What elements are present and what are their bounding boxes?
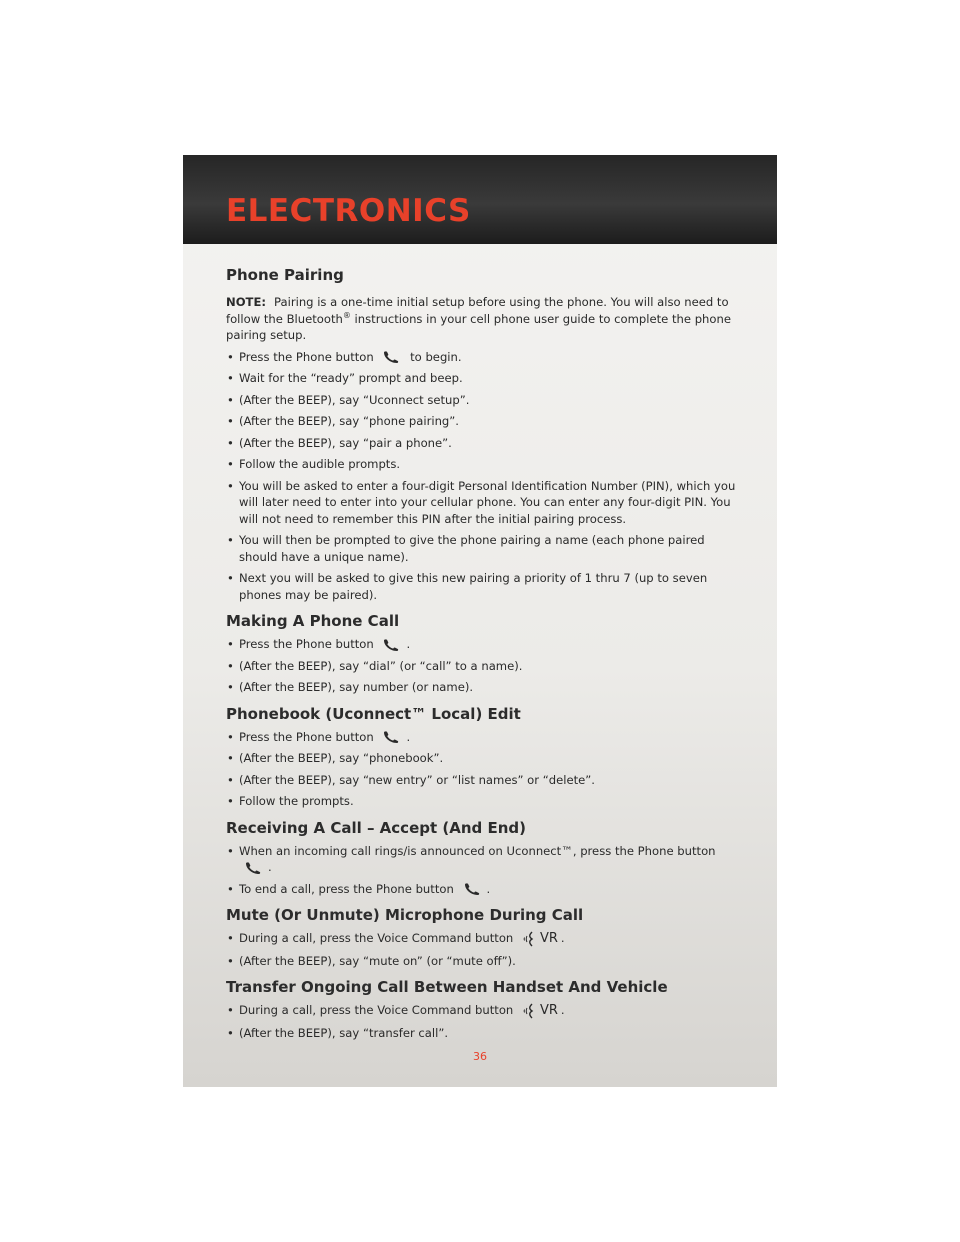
section-header bbox=[183, 155, 777, 244]
list-item: • When an incoming call rings/is announced on Uconnect™, press the Phone button . bbox=[226, 843, 736, 876]
list-item: • You will then be prompted to give the phone pairing a name (each phone paired should have a unique name). bbox=[226, 532, 736, 565]
page-number: 36 bbox=[473, 1050, 487, 1063]
list-item: • (After the BEEP), say “phonebook”. bbox=[226, 750, 736, 767]
receiving-steps bbox=[226, 843, 736, 898]
heading-receiving-call: Receiving A Call – Accept (And End) bbox=[226, 818, 526, 837]
heading-phone-pairing: Phone Pairing bbox=[226, 266, 344, 284]
pairing-steps bbox=[226, 349, 736, 604]
list-item: • Wait for the “ready” prompt and beep. bbox=[226, 370, 736, 387]
list-item: • To end a call, press the Phone button . bbox=[226, 881, 736, 898]
making-call-steps bbox=[226, 636, 736, 696]
voice-command-icon bbox=[523, 1002, 537, 1019]
registered-mark: ® bbox=[342, 310, 351, 320]
list-item: • Follow the prompts. bbox=[226, 793, 736, 810]
heading-transfer: Transfer Ongoing Call Between Handset And Vehicle bbox=[226, 978, 668, 996]
list-item: • (After the BEEP), say number (or name). bbox=[226, 679, 736, 696]
phone-icon bbox=[383, 351, 400, 363]
vr-label: VR bbox=[539, 931, 558, 946]
phone-icon bbox=[383, 639, 400, 651]
list-item: • (After the BEEP), say “transfer call”. bbox=[226, 1025, 736, 1042]
list-item: • During a call, press the Voice Command button VR . bbox=[226, 1002, 736, 1020]
list-item: • (After the BEEP), say “Uconnect setup”. bbox=[226, 392, 736, 409]
list-item: • Press the Phone button . bbox=[226, 636, 736, 653]
list-item: • You will be asked to enter a four-digit Personal Identification Number (PIN), which you will later need to enter into your cellular phone. You can enter any four-digit PIN. You will not need to remember this PIN after the initial pairing process. bbox=[226, 478, 736, 528]
list-item: • (After the BEEP), say “new entry” or “list names” or “delete”. bbox=[226, 772, 736, 789]
heading-making-call: Making A Phone Call bbox=[226, 612, 400, 630]
note-paragraph bbox=[226, 294, 736, 344]
list-item: • Press the Phone button . bbox=[226, 729, 736, 746]
manual-page bbox=[183, 155, 777, 1087]
list-item: • Press the Phone button to begin. bbox=[226, 349, 736, 366]
note-text-2: instructions in your cell phone user guide to complete the phone pairing setup. bbox=[226, 311, 731, 342]
heading-phonebook: Phonebook (Uconnect™ Local) Edit bbox=[226, 704, 521, 723]
phone-icon bbox=[464, 883, 481, 895]
heading-mute: Mute (Or Unmute) Microphone During Call bbox=[226, 906, 584, 924]
voice-command-icon bbox=[523, 930, 537, 947]
phone-icon bbox=[245, 862, 262, 874]
list-item: • (After the BEEP), say “phone pairing”. bbox=[226, 413, 736, 430]
transfer-steps bbox=[226, 1002, 736, 1041]
list-item: • Next you will be asked to give this new pairing a priority of 1 thru 7 (up to seven phones may be paired). bbox=[226, 570, 736, 603]
phonebook-steps bbox=[226, 729, 736, 810]
note-label: NOTE: bbox=[226, 295, 267, 309]
list-item: • During a call, press the Voice Command button VR . bbox=[226, 930, 736, 948]
phone-icon bbox=[383, 731, 400, 743]
list-item: • (After the BEEP), say “dial” (or “call” to a name). bbox=[226, 658, 736, 675]
page-content bbox=[226, 265, 736, 1046]
mute-steps bbox=[226, 930, 736, 969]
note-text-1: Pairing is a one-time initial setup before using the phone. You will also need to follow the Bluetooth bbox=[226, 295, 729, 326]
list-item: • (After the BEEP), say “mute on” (or “mute off”). bbox=[226, 953, 736, 970]
list-item: • (After the BEEP), say “pair a phone”. bbox=[226, 435, 736, 452]
section-title: ELECTRONICS bbox=[226, 193, 471, 229]
list-item: • Follow the audible prompts. bbox=[226, 456, 736, 473]
vr-label: VR bbox=[539, 1003, 558, 1018]
